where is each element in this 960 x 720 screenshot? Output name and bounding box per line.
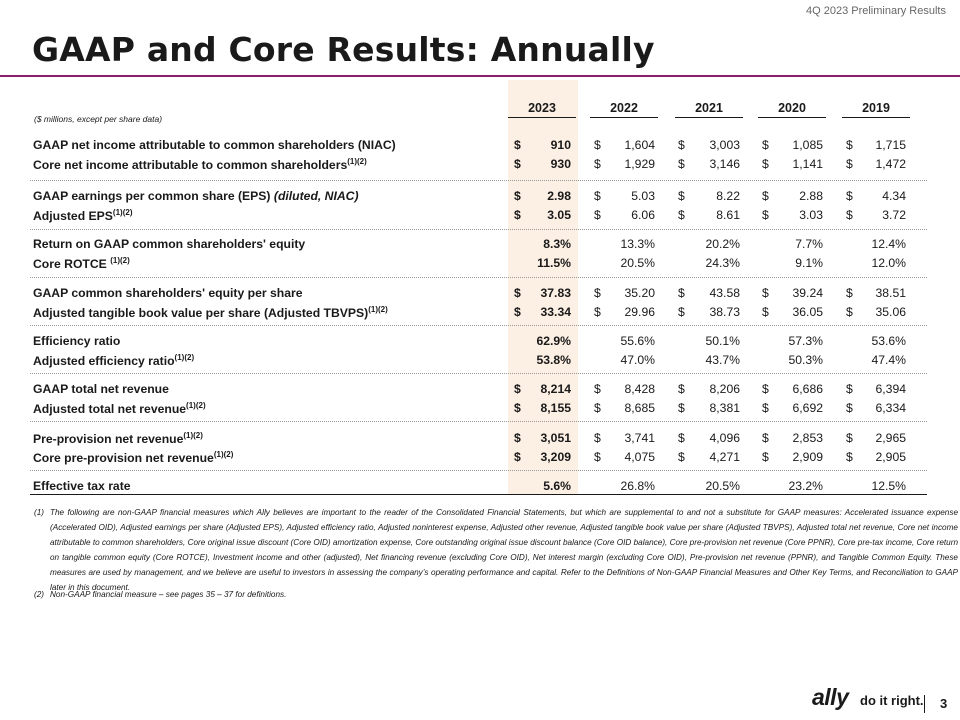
value-cell-2021 xyxy=(678,138,740,154)
row-label-text: GAAP net income attributable to common shareholders (NIAC) xyxy=(33,138,396,152)
cell-value: 6.06 xyxy=(631,208,655,222)
dollar-sign: $ xyxy=(678,189,685,203)
cell-value: 6,686 xyxy=(792,382,823,396)
page-title: GAAP and Core Results: Annually xyxy=(32,30,655,69)
title-divider xyxy=(0,75,960,77)
value-cell-2020 xyxy=(762,157,823,173)
year-header-underline xyxy=(675,117,743,118)
footnote-number: (1) xyxy=(34,508,45,517)
row-label-text: Adjusted EPS xyxy=(33,209,113,224)
cell-value: 38.73 xyxy=(709,305,740,319)
row-label-qualifier: (diluted, NIAC) xyxy=(270,189,359,203)
table-bottom-rule xyxy=(30,494,927,495)
row-label xyxy=(33,431,203,446)
cell-value: 910 xyxy=(550,138,571,152)
cell-value: 1,085 xyxy=(792,138,823,152)
dollar-sign: $ xyxy=(594,401,601,415)
cell-value: 12.5% xyxy=(871,479,906,493)
value-cell-2019 xyxy=(846,382,906,398)
cell-value: 2,909 xyxy=(792,450,823,464)
cell-value: 57.3% xyxy=(788,334,823,348)
value-cell-2023 xyxy=(514,286,571,302)
value-cell-2020 xyxy=(762,479,823,495)
table-row xyxy=(0,252,960,274)
cell-value: 35.20 xyxy=(624,286,655,300)
value-cell-2020 xyxy=(762,189,823,205)
row-label xyxy=(33,450,233,465)
row-label-text: Efficiency ratio xyxy=(33,334,121,348)
row-label xyxy=(33,479,131,493)
dollar-sign: $ xyxy=(678,286,685,300)
value-cell-2023 xyxy=(514,305,571,321)
dollar-sign: $ xyxy=(514,305,521,319)
cell-value: 2,905 xyxy=(875,450,906,464)
value-cell-2019 xyxy=(846,334,906,350)
value-cell-2021 xyxy=(678,208,740,224)
dollar-sign: $ xyxy=(762,189,769,203)
year-header-2023: 2023 xyxy=(528,101,556,115)
cell-value: 2,853 xyxy=(792,431,823,445)
cell-value: 1,715 xyxy=(875,138,906,152)
report-period-label: 4Q 2023 Preliminary Results xyxy=(805,5,946,17)
dollar-sign: $ xyxy=(678,401,685,415)
value-cell-2021 xyxy=(678,334,740,350)
cell-value: 50.1% xyxy=(705,334,740,348)
dollar-sign: $ xyxy=(846,450,853,464)
cell-value: 3.72 xyxy=(882,208,906,222)
year-header-underline xyxy=(758,117,826,118)
row-label-text: Adjusted tangible book value per share (Adjusted TBVPS) xyxy=(33,306,369,321)
row-label-text: Core ROTCE xyxy=(33,257,111,272)
dollar-sign: $ xyxy=(846,305,853,319)
value-cell-2020 xyxy=(762,286,823,302)
row-label xyxy=(33,138,396,152)
value-cell-2022 xyxy=(594,334,655,350)
value-cell-2023 xyxy=(514,189,571,205)
cell-value: 62.9% xyxy=(536,334,571,348)
value-cell-2019 xyxy=(846,450,906,466)
cell-value: 2.88 xyxy=(799,189,823,203)
value-cell-2019 xyxy=(846,401,906,417)
cell-value: 2,965 xyxy=(875,431,906,445)
cell-value: 8.3% xyxy=(543,237,571,251)
dollar-sign: $ xyxy=(594,286,601,300)
value-cell-2019 xyxy=(846,237,906,253)
value-cell-2022 xyxy=(594,157,655,173)
cell-value: 36.05 xyxy=(792,305,823,319)
group-separator xyxy=(30,325,927,326)
value-cell-2022 xyxy=(594,189,655,205)
dollar-sign: $ xyxy=(678,208,685,222)
cell-value: 4,096 xyxy=(709,431,740,445)
cell-value: 8,206 xyxy=(709,382,740,396)
value-cell-2021 xyxy=(678,189,740,205)
value-cell-2021 xyxy=(678,256,740,272)
dollar-sign: $ xyxy=(514,431,521,445)
cell-value: 20.2% xyxy=(705,237,740,251)
cell-value: 37.83 xyxy=(540,286,571,300)
dollar-sign: $ xyxy=(846,382,853,396)
cell-value: 55.6% xyxy=(620,334,655,348)
value-cell-2019 xyxy=(846,138,906,154)
value-cell-2023 xyxy=(514,157,571,173)
value-cell-2021 xyxy=(678,382,740,398)
table-row xyxy=(0,301,960,323)
year-header-2021: 2021 xyxy=(695,101,723,115)
value-cell-2022 xyxy=(594,138,655,154)
value-cell-2019 xyxy=(846,479,906,495)
dollar-sign: $ xyxy=(846,157,853,171)
cell-value: 47.0% xyxy=(620,353,655,367)
cell-value: 43.7% xyxy=(705,353,740,367)
value-cell-2019 xyxy=(846,305,906,321)
cell-value: 3,741 xyxy=(624,431,655,445)
dollar-sign: $ xyxy=(594,189,601,203)
value-cell-2023 xyxy=(514,382,571,398)
table-row xyxy=(0,204,960,226)
table-row xyxy=(0,349,960,371)
dollar-sign: $ xyxy=(678,305,685,319)
dollar-sign: $ xyxy=(762,157,769,171)
row-label-text: Core pre-provision net revenue xyxy=(33,451,214,466)
value-cell-2022 xyxy=(594,286,655,302)
dollar-sign: $ xyxy=(594,157,601,171)
year-header-2022: 2022 xyxy=(610,101,638,115)
cell-value: 1,929 xyxy=(624,157,655,171)
row-label-text: Pre-provision net revenue xyxy=(33,432,184,447)
value-cell-2021 xyxy=(678,305,740,321)
cell-value: 12.0% xyxy=(871,256,906,270)
value-cell-2020 xyxy=(762,138,823,154)
cell-value: 1,472 xyxy=(875,157,906,171)
footnote-reference: (1)(2) xyxy=(186,401,206,410)
footnote-reference: (1)(2) xyxy=(213,450,234,459)
group-separator xyxy=(30,277,927,278)
value-cell-2022 xyxy=(594,208,655,224)
cell-value: 5.03 xyxy=(631,189,655,203)
cell-value: 47.4% xyxy=(871,353,906,367)
dollar-sign: $ xyxy=(678,138,685,152)
table-row xyxy=(0,446,960,468)
logo-tagline: do it right. xyxy=(860,693,924,708)
cell-value: 33.34 xyxy=(540,305,571,319)
cell-value: 26.8% xyxy=(620,479,655,493)
cell-value: 1,141 xyxy=(792,157,823,171)
value-cell-2023 xyxy=(514,401,571,417)
dollar-sign: $ xyxy=(594,431,601,445)
dollar-sign: $ xyxy=(594,208,601,222)
value-cell-2021 xyxy=(678,237,740,253)
row-label xyxy=(33,237,305,251)
cell-value: 53.6% xyxy=(871,334,906,348)
cell-value: 6,334 xyxy=(875,401,906,415)
value-cell-2022 xyxy=(594,382,655,398)
cell-value: 39.24 xyxy=(792,286,823,300)
year-header-underline xyxy=(590,117,658,118)
cell-value: 8,685 xyxy=(624,401,655,415)
value-cell-2023 xyxy=(514,138,571,154)
table-row xyxy=(0,153,960,175)
dollar-sign: $ xyxy=(762,208,769,222)
dollar-sign: $ xyxy=(762,401,769,415)
value-cell-2020 xyxy=(762,305,823,321)
dollar-sign: $ xyxy=(678,431,685,445)
dollar-sign: $ xyxy=(594,138,601,152)
row-label xyxy=(33,208,132,223)
row-label xyxy=(33,305,388,320)
value-cell-2023 xyxy=(514,479,571,495)
row-label-text: Return on GAAP common shareholders' equity xyxy=(33,237,306,251)
dollar-sign: $ xyxy=(762,382,769,396)
value-cell-2022 xyxy=(594,305,655,321)
cell-value: 8,428 xyxy=(624,382,655,396)
value-cell-2020 xyxy=(762,208,823,224)
footnote-reference: (1)(2) xyxy=(110,256,130,265)
cell-value: 23.2% xyxy=(788,479,823,493)
year-header-underline xyxy=(508,117,576,118)
dollar-sign: $ xyxy=(762,431,769,445)
footnote-reference: (1)(2) xyxy=(183,431,203,440)
dollar-sign: $ xyxy=(594,305,601,319)
dollar-sign: $ xyxy=(846,431,853,445)
dollar-sign: $ xyxy=(762,286,769,300)
footer-divider xyxy=(924,695,925,713)
cell-value: 24.3% xyxy=(705,256,740,270)
value-cell-2020 xyxy=(762,256,823,272)
value-cell-2020 xyxy=(762,401,823,417)
cell-value: 20.5% xyxy=(705,479,740,493)
value-cell-2023 xyxy=(514,353,571,369)
value-cell-2021 xyxy=(678,479,740,495)
footnote-number: (2) xyxy=(34,590,45,599)
dollar-sign: $ xyxy=(678,382,685,396)
cell-value: 20.5% xyxy=(620,256,655,270)
cell-value: 9.1% xyxy=(795,256,823,270)
value-cell-2023 xyxy=(514,208,571,224)
year-header-2019: 2019 xyxy=(862,101,890,115)
cell-value: 2.98 xyxy=(547,189,571,203)
value-cell-2022 xyxy=(594,237,655,253)
value-cell-2020 xyxy=(762,431,823,447)
dollar-sign: $ xyxy=(846,189,853,203)
year-header-2020: 2020 xyxy=(778,101,806,115)
cell-value: 11.5% xyxy=(537,256,571,270)
value-cell-2020 xyxy=(762,353,823,369)
row-label xyxy=(33,286,303,300)
cell-value: 53.8% xyxy=(536,353,571,367)
dollar-sign: $ xyxy=(514,138,521,152)
row-label xyxy=(33,189,359,203)
row-label xyxy=(33,256,130,271)
row-label-text: GAAP total net revenue xyxy=(33,382,169,396)
value-cell-2019 xyxy=(846,353,906,369)
cell-value: 7.7% xyxy=(795,237,823,251)
units-note: ($ millions, except per share data) xyxy=(34,114,163,124)
value-cell-2022 xyxy=(594,431,655,447)
value-cell-2021 xyxy=(678,401,740,417)
row-label-text: Adjusted total net revenue xyxy=(33,402,187,417)
group-separator xyxy=(30,421,927,422)
logo-wordmark: ally xyxy=(812,684,849,710)
dollar-sign: $ xyxy=(514,401,521,415)
dollar-sign: $ xyxy=(762,305,769,319)
year-header-underline xyxy=(842,117,910,118)
value-cell-2021 xyxy=(678,353,740,369)
value-cell-2020 xyxy=(762,450,823,466)
group-separator xyxy=(30,373,927,374)
value-cell-2023 xyxy=(514,237,571,253)
cell-value: 6,394 xyxy=(875,382,906,396)
cell-value: 3,003 xyxy=(709,138,740,152)
dollar-sign: $ xyxy=(514,382,521,396)
cell-value: 3.05 xyxy=(547,208,571,222)
cell-value: 50.3% xyxy=(788,353,823,367)
dollar-sign: $ xyxy=(846,401,853,415)
footnote-reference: (1)(2) xyxy=(174,353,195,362)
dollar-sign: $ xyxy=(846,208,853,222)
cell-value: 5.6% xyxy=(543,479,571,493)
cell-value: 8.22 xyxy=(716,189,740,203)
row-label-text: Core net income attributable to common shareholders xyxy=(33,158,348,173)
page-number: 3 xyxy=(940,696,948,711)
cell-value: 3,209 xyxy=(540,450,571,464)
cell-value: 8,381 xyxy=(709,401,740,415)
dollar-sign: $ xyxy=(762,450,769,464)
value-cell-2019 xyxy=(846,286,906,302)
table-row xyxy=(0,397,960,419)
value-cell-2023 xyxy=(514,450,571,466)
cell-value: 4,271 xyxy=(709,450,740,464)
group-separator xyxy=(30,180,927,181)
value-cell-2021 xyxy=(678,157,740,173)
value-cell-2019 xyxy=(846,208,906,224)
value-cell-2021 xyxy=(678,450,740,466)
cell-value: 8,155 xyxy=(540,401,571,415)
row-label-text: Adjusted efficiency ratio xyxy=(33,354,175,369)
dollar-sign: $ xyxy=(594,450,601,464)
cell-value: 6,692 xyxy=(792,401,823,415)
value-cell-2022 xyxy=(594,401,655,417)
value-cell-2019 xyxy=(846,256,906,272)
row-label xyxy=(33,157,367,172)
cell-value: 38.51 xyxy=(875,286,906,300)
dollar-sign: $ xyxy=(678,450,685,464)
row-label xyxy=(33,353,194,368)
dollar-sign: $ xyxy=(762,138,769,152)
group-separator xyxy=(30,229,927,230)
value-cell-2021 xyxy=(678,431,740,447)
value-cell-2023 xyxy=(514,334,571,350)
cell-value: 43.58 xyxy=(709,286,740,300)
footnote-reference: (1)(2) xyxy=(368,305,388,314)
cell-value: 3,146 xyxy=(709,157,740,171)
dollar-sign: $ xyxy=(846,138,853,152)
footnote-text: Non-GAAP financial measure – see pages 35 – 37 for definitions. xyxy=(50,590,287,599)
dollar-sign: $ xyxy=(514,450,521,464)
cell-value: 29.96 xyxy=(624,305,655,319)
value-cell-2019 xyxy=(846,189,906,205)
cell-value: 1,604 xyxy=(624,138,655,152)
cell-value: 4,075 xyxy=(624,450,655,464)
dollar-sign: $ xyxy=(594,382,601,396)
footnote-reference: (1)(2) xyxy=(347,157,367,166)
value-cell-2021 xyxy=(678,286,740,302)
cell-value: 3,051 xyxy=(540,431,571,445)
dollar-sign: $ xyxy=(678,157,685,171)
dollar-sign: $ xyxy=(514,286,521,300)
cell-value: 4.34 xyxy=(882,189,906,203)
cell-value: 35.06 xyxy=(875,305,906,319)
row-label xyxy=(33,382,169,396)
dollar-sign: $ xyxy=(514,157,521,171)
cell-value: 13.3% xyxy=(620,237,655,251)
value-cell-2020 xyxy=(762,382,823,398)
value-cell-2019 xyxy=(846,431,906,447)
value-cell-2022 xyxy=(594,450,655,466)
value-cell-2023 xyxy=(514,431,571,447)
row-label xyxy=(33,334,120,348)
footnote-text: The following are non-GAAP financial measures which Ally believes are important to the reader of the Consolidated Financial Statements, but which are supplemental to and not a substitute for GAAP measures: Accelerated issuance expense (Accelerated OID), Adjusted earnings per share (Adjusted EPS), Adjusted efficiency ratio, Adjusted noninterest expense, Adjusted other revenue, Adjusted tangible book value per share (Adjusted TBVPS), Adjusted total net revenue, Core net income attributable to common shareholders, Core original issue discount (Core OID) amortization expense, Core outstanding original issue discount balance (Core OID balance), Core pre-provision net revenue (Core PPNR), Core pre-tax income, Core return on tangible common equity (Core ROTCE), Investment income and other (adjusted), Net financing revenue (excluding Core OID), Net interest margin (excluding Core OID), Pre-provision net revenue (PPNR), and Tangible Common Equity. These measures are used by management, and we believe are useful to investors in assessing the company’s operating performance and capital. Refer to the Definitions of Non-GAAP Financial Measures and Other Key Terms, and Reconciliation to GAAP later in this document. xyxy=(50,508,958,592)
row-label-text: GAAP earnings per common share (EPS) xyxy=(33,189,271,203)
value-cell-2020 xyxy=(762,237,823,253)
value-cell-2022 xyxy=(594,353,655,369)
dollar-sign: $ xyxy=(846,286,853,300)
footnote-reference: (1)(2) xyxy=(112,208,133,217)
cell-value: 930 xyxy=(550,157,571,171)
dollar-sign: $ xyxy=(514,189,521,203)
value-cell-2019 xyxy=(846,157,906,173)
cell-value: 3.03 xyxy=(799,208,823,222)
value-cell-2022 xyxy=(594,479,655,495)
value-cell-2022 xyxy=(594,256,655,272)
row-label-text: Effective tax rate xyxy=(33,479,131,493)
row-label-text: GAAP common shareholders' equity per share xyxy=(33,286,303,300)
dollar-sign: $ xyxy=(514,208,521,222)
cell-value: 8,214 xyxy=(540,382,571,396)
value-cell-2023 xyxy=(514,256,571,272)
value-cell-2020 xyxy=(762,334,823,350)
cell-value: 12.4% xyxy=(871,237,906,251)
row-label xyxy=(33,401,206,416)
group-separator xyxy=(30,470,927,471)
cell-value: 8.61 xyxy=(716,208,740,222)
